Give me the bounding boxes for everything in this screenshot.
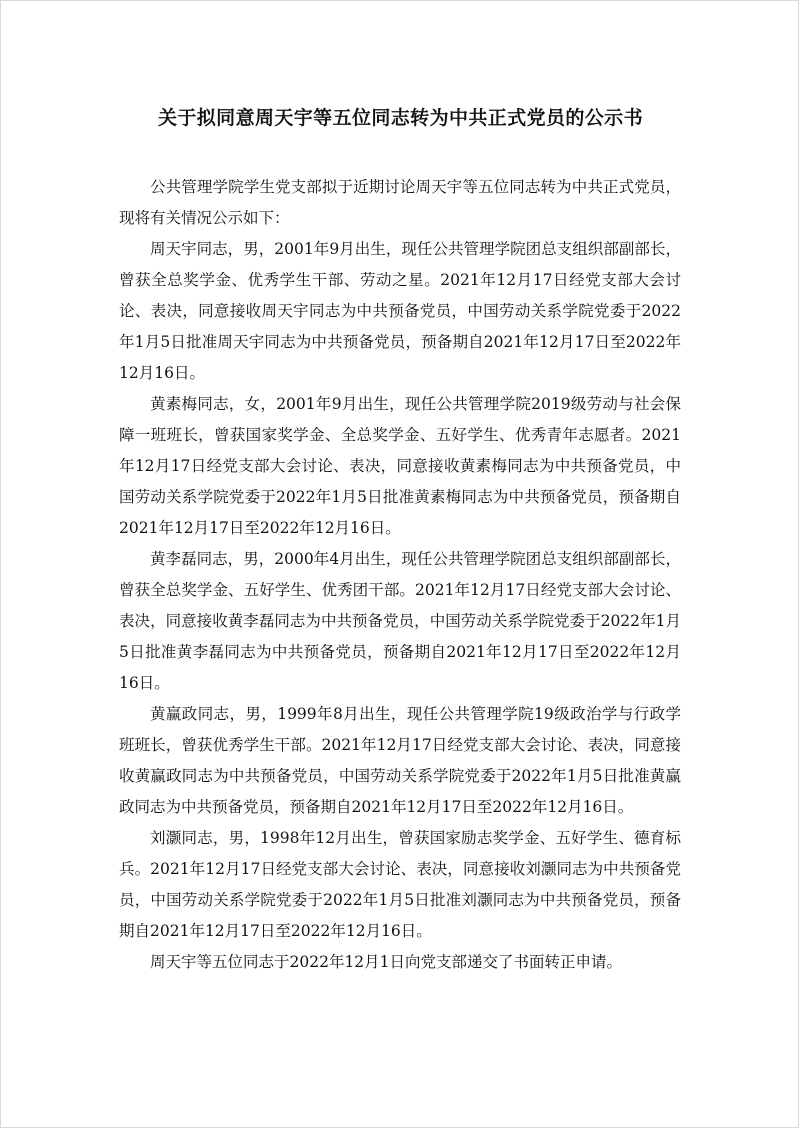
document-body — [119, 172, 681, 978]
document-title: 关于拟同意周天宇等五位同志转为中共正式党员的公示书 — [157, 107, 643, 129]
paragraph-huang-lilei: 黄李磊同志，男，2000年4月出生，现任公共管理学院团总支组织部副部长，曾获全总奖学金、五好学生、优秀团干部。2021年12月17日经党支部大会讨论、表决，同意接收黄李磊同志为中共预备党员，中国劳动关系学院党委于2022年1月5日批准黄李磊同志为中共预备党员，预备期自2021年12月17日至2022年12月16日。 — [119, 550, 681, 692]
paragraph-huang-yingzheng: 黄赢政同志，男，1999年8月出生，现任公共管理学院19级政治学与行政学班班长，曾获优秀学生干部。2021年12月17日经党支部大会讨论、表决，同意接收黄赢政同志为中共预备党员，中国劳动关系学院党委于2022年1月5日批准黄赢政同志为中共预备党员，预备期自2021年12月17日至2022年12月16日。 — [119, 705, 681, 816]
paragraph-liu-hao: 刘灏同志，男，1998年12月出生，曾获国家励志奖学金、五好学生、德育标兵。2021年12月17日经党支部大会讨论、表决，同意接收刘灏同志为中共预备党员，中国劳动关系学院党委于2022年1月5日批准刘灏同志为中共预备党员，预备期自2021年12月17日至2022年12月16日。 — [119, 829, 681, 940]
paragraph-closing: 周天宇等五位同志于2022年12月1日向党支部递交了书面转正申请。 — [150, 953, 623, 971]
paragraph-huang-sumei: 黄素梅同志，女，2001年9月出生，现任公共管理学院2019级劳动与社会保障一班班长，曾获国家奖学金、全总奖学金、五好学生、优秀青年志愿者。2021年12月17日经党支部大会讨论、表决，同意接收黄素梅同志为中共预备党员，中国劳动关系学院党委于2022年1月5日批准黄素梅同志为中共预备党员，预备期自2021年12月17日至2022年12月16日。 — [119, 395, 681, 537]
paragraph-zhou-tianyu: 周天宇同志，男，2001年9月出生，现任公共管理学院团总支组织部副部长，曾获全总奖学金、优秀学生干部、劳动之星。2021年12月17日经党支部大会讨论、表决，同意接收周天宇同志为中共预备党员，中国劳动关系学院党委于2022年1月5日批准周天宇同志为中共预备党员，预备期自2021年12月17日至2022年12月16日。 — [119, 240, 681, 382]
paragraph-intro: 公共管理学院学生党支部拟于近期讨论周天宇等五位同志转为中共正式党员，现将有关情况公示如下： — [119, 178, 681, 227]
